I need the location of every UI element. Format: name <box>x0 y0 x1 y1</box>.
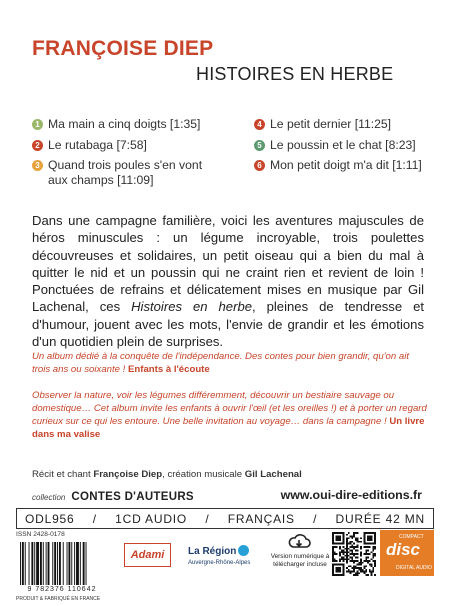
track-title-line: Ma main a cinq doigts [1:35] <box>48 117 201 131</box>
region-logo-mark <box>238 545 249 556</box>
track-number-badge: 4 <box>254 119 265 130</box>
collection-label: collection <box>32 493 66 502</box>
track-title-line: aux champs [11:09] <box>48 173 154 187</box>
track-title <box>48 117 200 132</box>
track-title-line: Quand trois poules s'en vont <box>48 158 203 172</box>
cloud-download-icon <box>287 532 311 552</box>
track-title <box>270 138 416 153</box>
cd-logo-disc: disc <box>386 540 421 559</box>
track-title-line: Le poussin et le chat [8:23] <box>270 138 416 152</box>
credit-middle: , création musicale <box>162 469 245 480</box>
description-italic: Histoires en herbe <box>131 299 253 315</box>
track-item[interactable] <box>254 138 416 153</box>
description-part2: , pleines de tendresse et d'humour, jouent avec les mots, l'envie de grandir et les émotions d'un quotidien plein de surprises. <box>32 299 424 350</box>
track-title <box>48 158 202 188</box>
track-item[interactable] <box>254 117 391 132</box>
track-title-line: Le rutabaga [7:58] <box>48 138 147 152</box>
format: 1CD AUDIO <box>115 511 188 526</box>
credits-line <box>32 469 302 480</box>
description <box>32 212 424 350</box>
collection-line <box>32 491 194 503</box>
track-number-badge: 1 <box>32 119 43 130</box>
track-item[interactable] <box>32 117 200 132</box>
track-title-line: Mon petit doigt m'a dit [1:11] <box>270 158 422 172</box>
track-number-badge: 2 <box>32 140 43 151</box>
cd-logo-compact: COMPACT <box>399 534 424 540</box>
region-logo-text: La Région <box>188 546 237 557</box>
promo-quote-2-source: Un livre dans ma valise <box>32 416 425 440</box>
cd-logo-digital: DIGITAL AUDIO <box>396 565 432 571</box>
track-item[interactable] <box>32 138 147 153</box>
language: FRANÇAIS <box>227 511 295 526</box>
album-title: HISTOIRES EN HERBE <box>196 64 394 84</box>
adami-logo: Adami <box>124 543 171 567</box>
issn: ISSN 2428-0178 <box>16 531 65 538</box>
credit-prefix: Récit et chant <box>32 469 94 480</box>
barcode-number: 9 782376 110642 <box>27 586 97 593</box>
duration: DURÉE 42 MN <box>335 511 425 526</box>
publisher-website[interactable]: www.oui-dire-editions.fr <box>280 488 422 502</box>
track-item[interactable] <box>254 158 422 173</box>
promo-quote-2-text: Observer la nature, voir les légumes différemment, découvrir un bestiaire sauvage ou domestique… Cet album invite les enfants à ouvrir l'œil (et les oreilles !) et à porter un regard curieux sur ce qui les entoure. Une belle invitation au voyage… dans la campagne ! <box>32 390 427 427</box>
specs-separator: / <box>205 511 210 526</box>
specs-bar <box>16 508 434 529</box>
specs-separator: / <box>313 511 318 526</box>
specs-separator: / <box>92 511 97 526</box>
track-title <box>48 138 147 153</box>
made-in-france: PRODUIT & FABRIQUÉ EN FRANCE <box>16 596 101 602</box>
track-number-badge: 3 <box>32 160 43 171</box>
credit-composer: Gil Lachenal <box>244 469 302 480</box>
track-item[interactable] <box>32 158 202 188</box>
promo-quote-2 <box>32 389 428 441</box>
track-number-badge: 6 <box>254 160 265 171</box>
promo-quote-1-source: Enfants à l'écoute <box>128 364 210 375</box>
track-number-badge: 5 <box>254 140 265 151</box>
catalog-number: ODL956 <box>25 511 75 526</box>
track-title <box>270 117 391 132</box>
credit-narrator: Françoise Diep <box>93 469 163 480</box>
barcode <box>16 541 108 586</box>
region-logo-subtitle: Auvergne-Rhône-Alpes <box>188 560 251 566</box>
track-title <box>270 158 422 173</box>
collection-name: CONTES D'AUTEURS <box>71 491 194 503</box>
author-name: FRANÇOISE DIEP <box>32 37 214 60</box>
track-title-line: Le petit dernier [11:25] <box>270 117 392 131</box>
promo-quote-1 <box>32 350 424 376</box>
download-note: Version numérique à télécharger incluse <box>270 553 330 568</box>
description-part1: Dans une campagne familière, voici les aventures majuscules de héros minuscules : un légume incroyable, trois poulettes découvreuses et solidaires, un petit oiseau qui a bien du mal à quitter le nid et un poussin qui ne craint rien et revient de loin ! Ponctuées de refrains et délicatement mises en musique par Gil Lachenal, ces <box>32 213 424 315</box>
qr-code[interactable] <box>332 532 376 576</box>
promo-quote-1-text: Un album dédié à la conquête de l'indépendance. Des contes pour bien grandir, qu'on ait trois ans ou soixante ! <box>32 351 410 375</box>
